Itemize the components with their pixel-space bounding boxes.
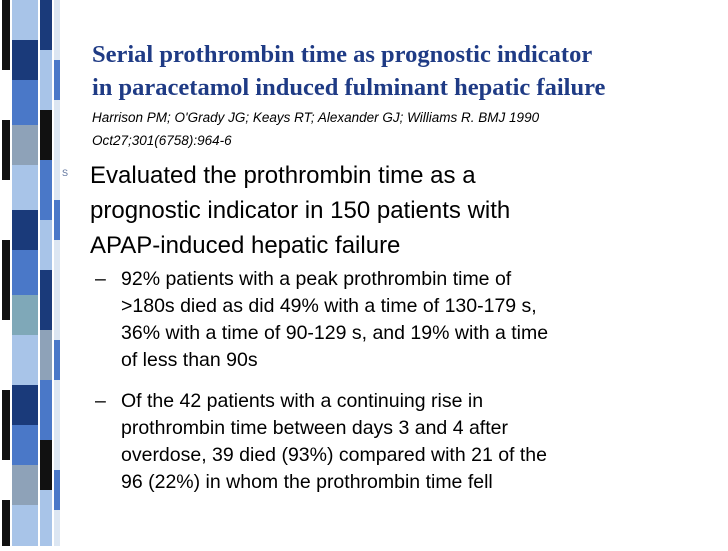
main-bullet-line-1: Evaluated the prothrombin time as a <box>90 162 476 189</box>
dash-icon: – <box>95 390 106 412</box>
main-bullet-line-2: prognostic indicator in 150 patients with <box>90 197 511 224</box>
sub-bullet-1-line-4: of less than 90s <box>121 349 258 371</box>
sub-bullet-2-line-2: prothrombin time between days 3 and 4 after <box>121 417 508 439</box>
decorative-sidebar <box>0 0 72 546</box>
sub-bullet-2-line-4: 96 (22%) in whom the prothrombin time fell <box>121 471 493 493</box>
citation-line-2: Oct27;301(6758):964-6 <box>92 133 232 148</box>
bullet-marker-icon: S <box>62 168 69 178</box>
slide-title <box>92 38 722 104</box>
sub-bullet-1-line-1: 92% patients with a peak prothrombin time of <box>121 268 512 290</box>
sidebar-pattern <box>0 0 72 546</box>
sub-bullet-2-line-3: overdose, 39 died (93%) compared with 21 of the <box>121 444 548 466</box>
sub-bullet-2-line-1: Of the 42 patients with a continuing rise in <box>121 390 484 412</box>
sub-bullet-1-line-2: >180s died as did 49% with a time of 130-179 s, <box>121 295 537 317</box>
sub-bullet-1-line-3: 36% with a time of 90-129 s, and 19% with a time <box>121 322 549 344</box>
dash-icon: – <box>95 268 106 290</box>
main-bullet <box>90 158 720 263</box>
main-bullet-line-3: APAP-induced hepatic failure <box>90 232 401 259</box>
citation-line-1: Harrison PM; O'Grady JG; Keays RT; Alexander GJ; Williams R. BMJ 1990 <box>92 110 540 125</box>
citation <box>92 106 722 152</box>
title-line-2: in paracetamol induced fulminant hepatic failure <box>92 74 606 101</box>
title-line-1: Serial prothrombin time as prognostic indicator <box>92 41 593 68</box>
